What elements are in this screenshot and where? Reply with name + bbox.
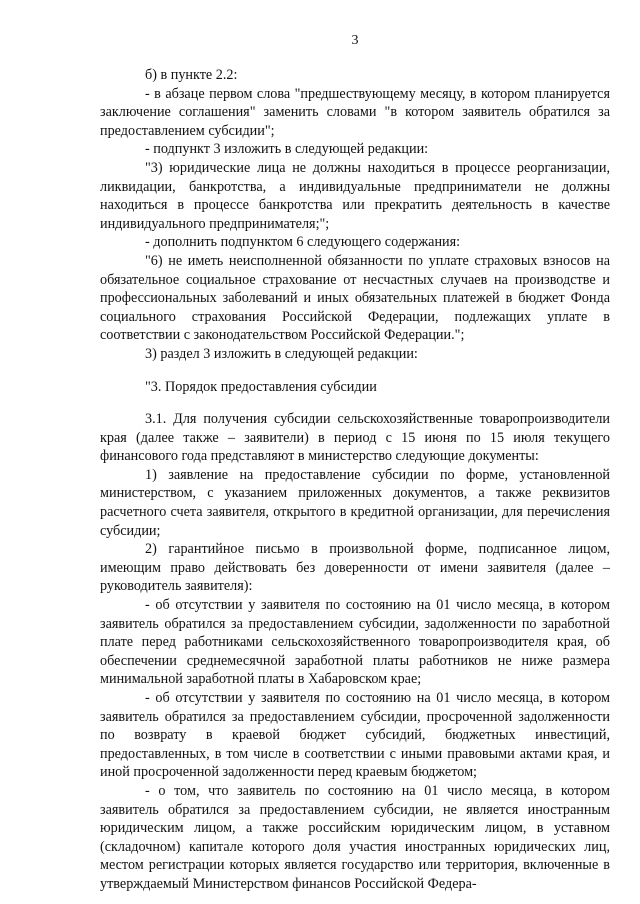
paragraph-amend-first-abzac: - в абзаце первом слова "предшествующему месяцу, в котором планируется заключение соглашения" заменить словами "в котором заявитель обратился за предоставлением субсидии"; bbox=[100, 85, 610, 139]
paragraph-3-1: 3.1. Для получения субсидии сельскохозяйственные товаропроизводители края (далее также – заявители) в период с 15 июня по 15 июля текущего финансового года представляют в министерство следующие документы: bbox=[100, 411, 610, 465]
paragraph-doc-2: 2) гарантийное письмо в произвольной форме, подписанное лицом, имеющим право действовать без доверенности от имени заявителя (далее – руководитель заявителя): bbox=[100, 541, 610, 595]
page-number: 3 bbox=[351, 33, 359, 48]
paragraph-bullet-foreign: - о том, что заявитель по состоянию на 01 число месяца, в котором заявитель обратился за предоставлением субсидии, не является иностранным юридическим лицом, а также российским юридическим лицом, в уставном (складочном) капитале которого доля участия иностранных юридических лиц, местом регистрации которых является государство или территория, включенные в утверждаемый Министерством финансов Российской Федера- bbox=[100, 782, 610, 892]
paragraph-bullet-debt: - об отсутствии у заявителя по состоянию на 01 число месяца, в котором заявитель обратился за предоставлением субсидии, просроченной задолженности по возврату в краевой бюджет субсидий, бюджетных инвестиций, предоставленных, в том числе в соответствии с иными правовыми актами края, и иной просроченной задолженности перед краевым бюджетом; bbox=[100, 690, 610, 781]
spacer bbox=[100, 396, 610, 410]
section-heading: "3. Порядок предоставления субсидии bbox=[145, 378, 377, 395]
paragraph-doc-1: 1) заявление на предоставление субсидии по форме, установленной министерством, с указанием приложенных документов, а также реквизитов расчетного счета заявителя, открытого в кредитной организации, для перечисления субсидии; bbox=[100, 466, 610, 539]
paragraph-item-b: б) в пункте 2.2: bbox=[145, 67, 238, 83]
paragraph-subitem-3-text: "3) юридические лица не должны находиться в процессе реорганизации, ликвидации, банкротства, а индивидуальные предприниматели не должны находиться в процессе банкротства или прекратить деятельность в качестве индивидуального предпринимателя;"; bbox=[100, 159, 610, 232]
paragraph-subitem-3-intro: - подпункт 3 изложить в следующей редакции: bbox=[145, 141, 429, 158]
document-body bbox=[100, 66, 610, 894]
paragraph-subitem-6-intro: - дополнить подпунктом 6 следующего содержания: bbox=[145, 234, 461, 251]
paragraph-subitem-6-text: "6) не иметь неисполненной обязанности по уплате страховых взносов на обязательное социальное страхование от несчастных случаев на производстве и профессиональных заболеваний и иных обязательных платежей в бюджет Фонда социального страхования Российской Федерации, подлежащих уплате в соответствии с законодательством Российской Федерации."; bbox=[100, 252, 610, 344]
paragraph-bullet-salary: - об отсутствии у заявителя по состоянию на 01 число месяца, в котором заявитель обратился за предоставлением субсидии, задолженности по заработной плате перед работниками сельскохозяйственного товаропроизводителя края, об обеспечении среднемесячной заработной платы работников не ниже размера минимальной заработной платы в Хабаровском крае; bbox=[100, 597, 610, 688]
paragraph-section-3-intro: 3) раздел 3 изложить в следующей редакции: bbox=[145, 345, 418, 362]
spacer bbox=[100, 364, 610, 378]
